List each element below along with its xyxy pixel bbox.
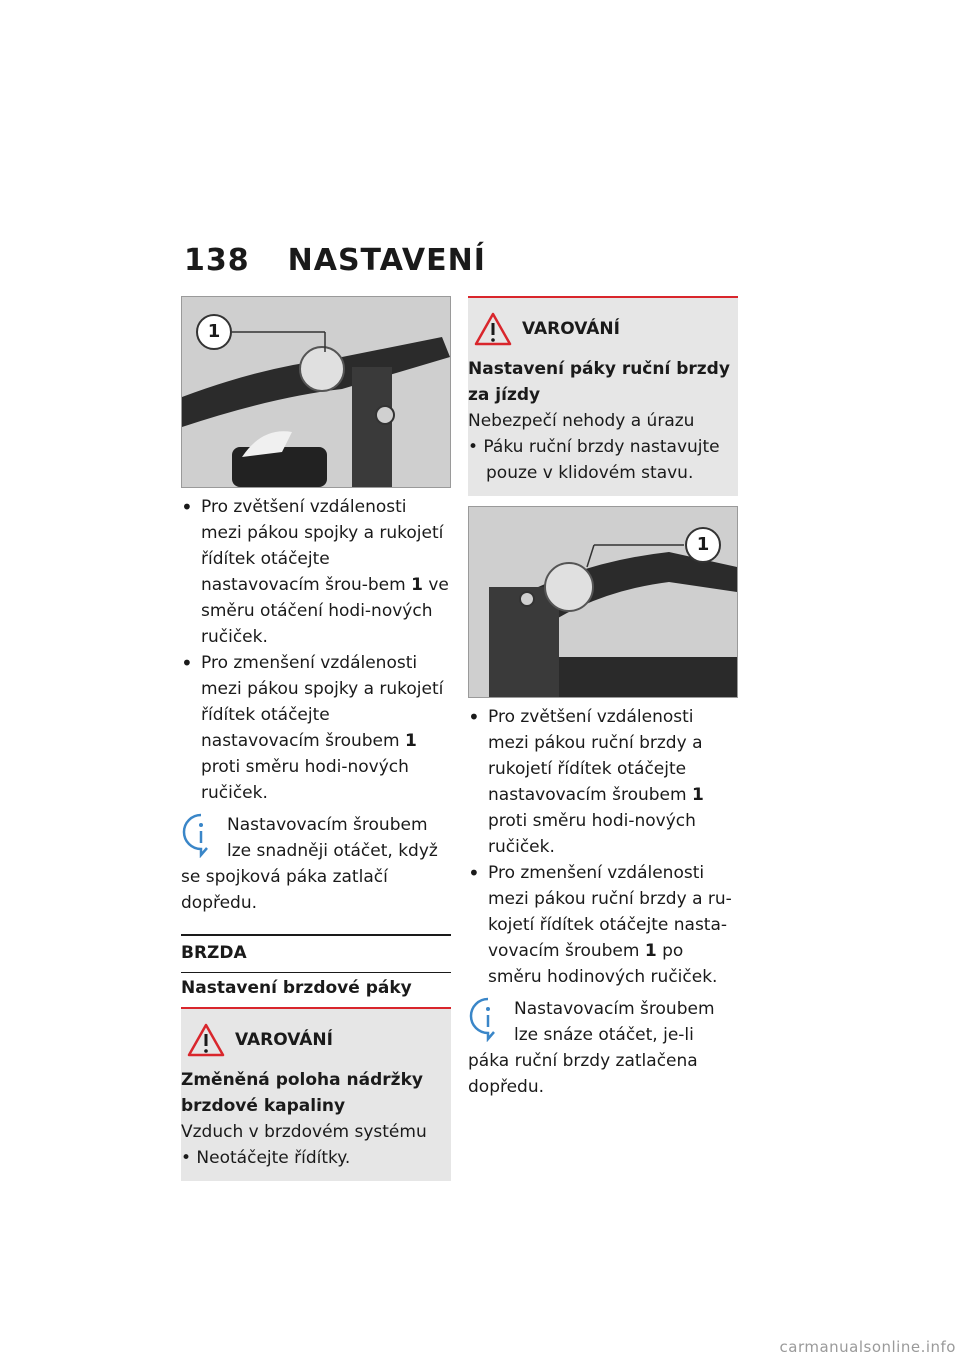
brake-lever-photo <box>468 506 738 698</box>
page-number: 138 <box>184 243 250 278</box>
warning-box <box>468 296 738 496</box>
list-item: • Pro zvětšení vzdálenosti mezi pákou ruční brzdy a rukojetí řídítek otáčejte nastavovacím šroubem 1 proti směru hodi-nových ručiček. <box>468 704 738 860</box>
list-item: • Pro zvětšení vzdálenosti mezi pákou spojky a rukojetí řídítek otáčejte nastavovacím šrou-bem 1 ve směru otáčení hodi-nových ručiček. <box>181 494 451 650</box>
note-text: Nastavovacím šroubem lze snadněji otáčet, když se spojková páka zatlačí dopředu. <box>181 815 438 913</box>
note-text: Nastavovacím šroubem lze snáze otáčet, je-li páka ruční brzdy zatlačena dopředu. <box>468 999 715 1097</box>
warning-bullet: • Páku ruční brzdy nastavujte <box>468 437 720 457</box>
clutch-lever-photo <box>181 296 451 488</box>
warning-bullet-continued: pouze v klidovém stavu. <box>486 463 694 483</box>
photo-callout-1: 1 <box>207 321 221 342</box>
photo-callout-1: 1 <box>696 534 710 555</box>
brake-bullets <box>468 704 738 990</box>
section-title: BRZDA <box>181 943 247 963</box>
warning-triangle-icon <box>474 312 512 346</box>
right-column <box>468 296 738 1100</box>
subsection-title: Nastavení brzdové páky <box>181 978 412 998</box>
watermark-link[interactable]: carmanualsonline.info <box>779 1338 956 1356</box>
list-item: • Pro zmenšení vzdálenosti mezi pákou ruční brzdy a ru-kojetí řídítek otáčejte nasta-vovacím šroubem 1 po směru hodinových ručiček. <box>468 860 738 990</box>
warning-label: VAROVÁNÍ <box>522 319 620 339</box>
warning-bullet: • Neotáčejte řídítky. <box>181 1148 351 1168</box>
warning-title: Nastavení páky ruční brzdy za jízdy <box>468 359 730 405</box>
warning-label: VAROVÁNÍ <box>235 1030 333 1050</box>
left-column <box>181 296 451 1181</box>
subsection-divider <box>181 972 451 973</box>
page-title: NASTAVENÍ <box>287 243 486 278</box>
info-icon <box>181 812 221 858</box>
page-header <box>184 243 486 278</box>
clutch-bullets <box>181 494 451 806</box>
warning-text: Vzduch v brzdovém systému <box>181 1122 427 1142</box>
warning-triangle-icon <box>187 1023 225 1057</box>
info-note <box>181 812 451 916</box>
info-icon <box>468 996 508 1042</box>
info-note <box>468 996 738 1100</box>
warning-title: Změněná poloha nádržky brzdové kapaliny <box>181 1070 423 1116</box>
warning-text: Nebezpečí nehody a úrazu <box>468 411 695 431</box>
list-item: • Pro zmenšení vzdálenosti mezi pákou spojky a rukojetí řídítek otáčejte nastavovacím šroubem 1 proti směru hodi-nových ručiček. <box>181 650 451 806</box>
section-divider <box>181 934 451 936</box>
warning-box <box>181 1007 451 1181</box>
